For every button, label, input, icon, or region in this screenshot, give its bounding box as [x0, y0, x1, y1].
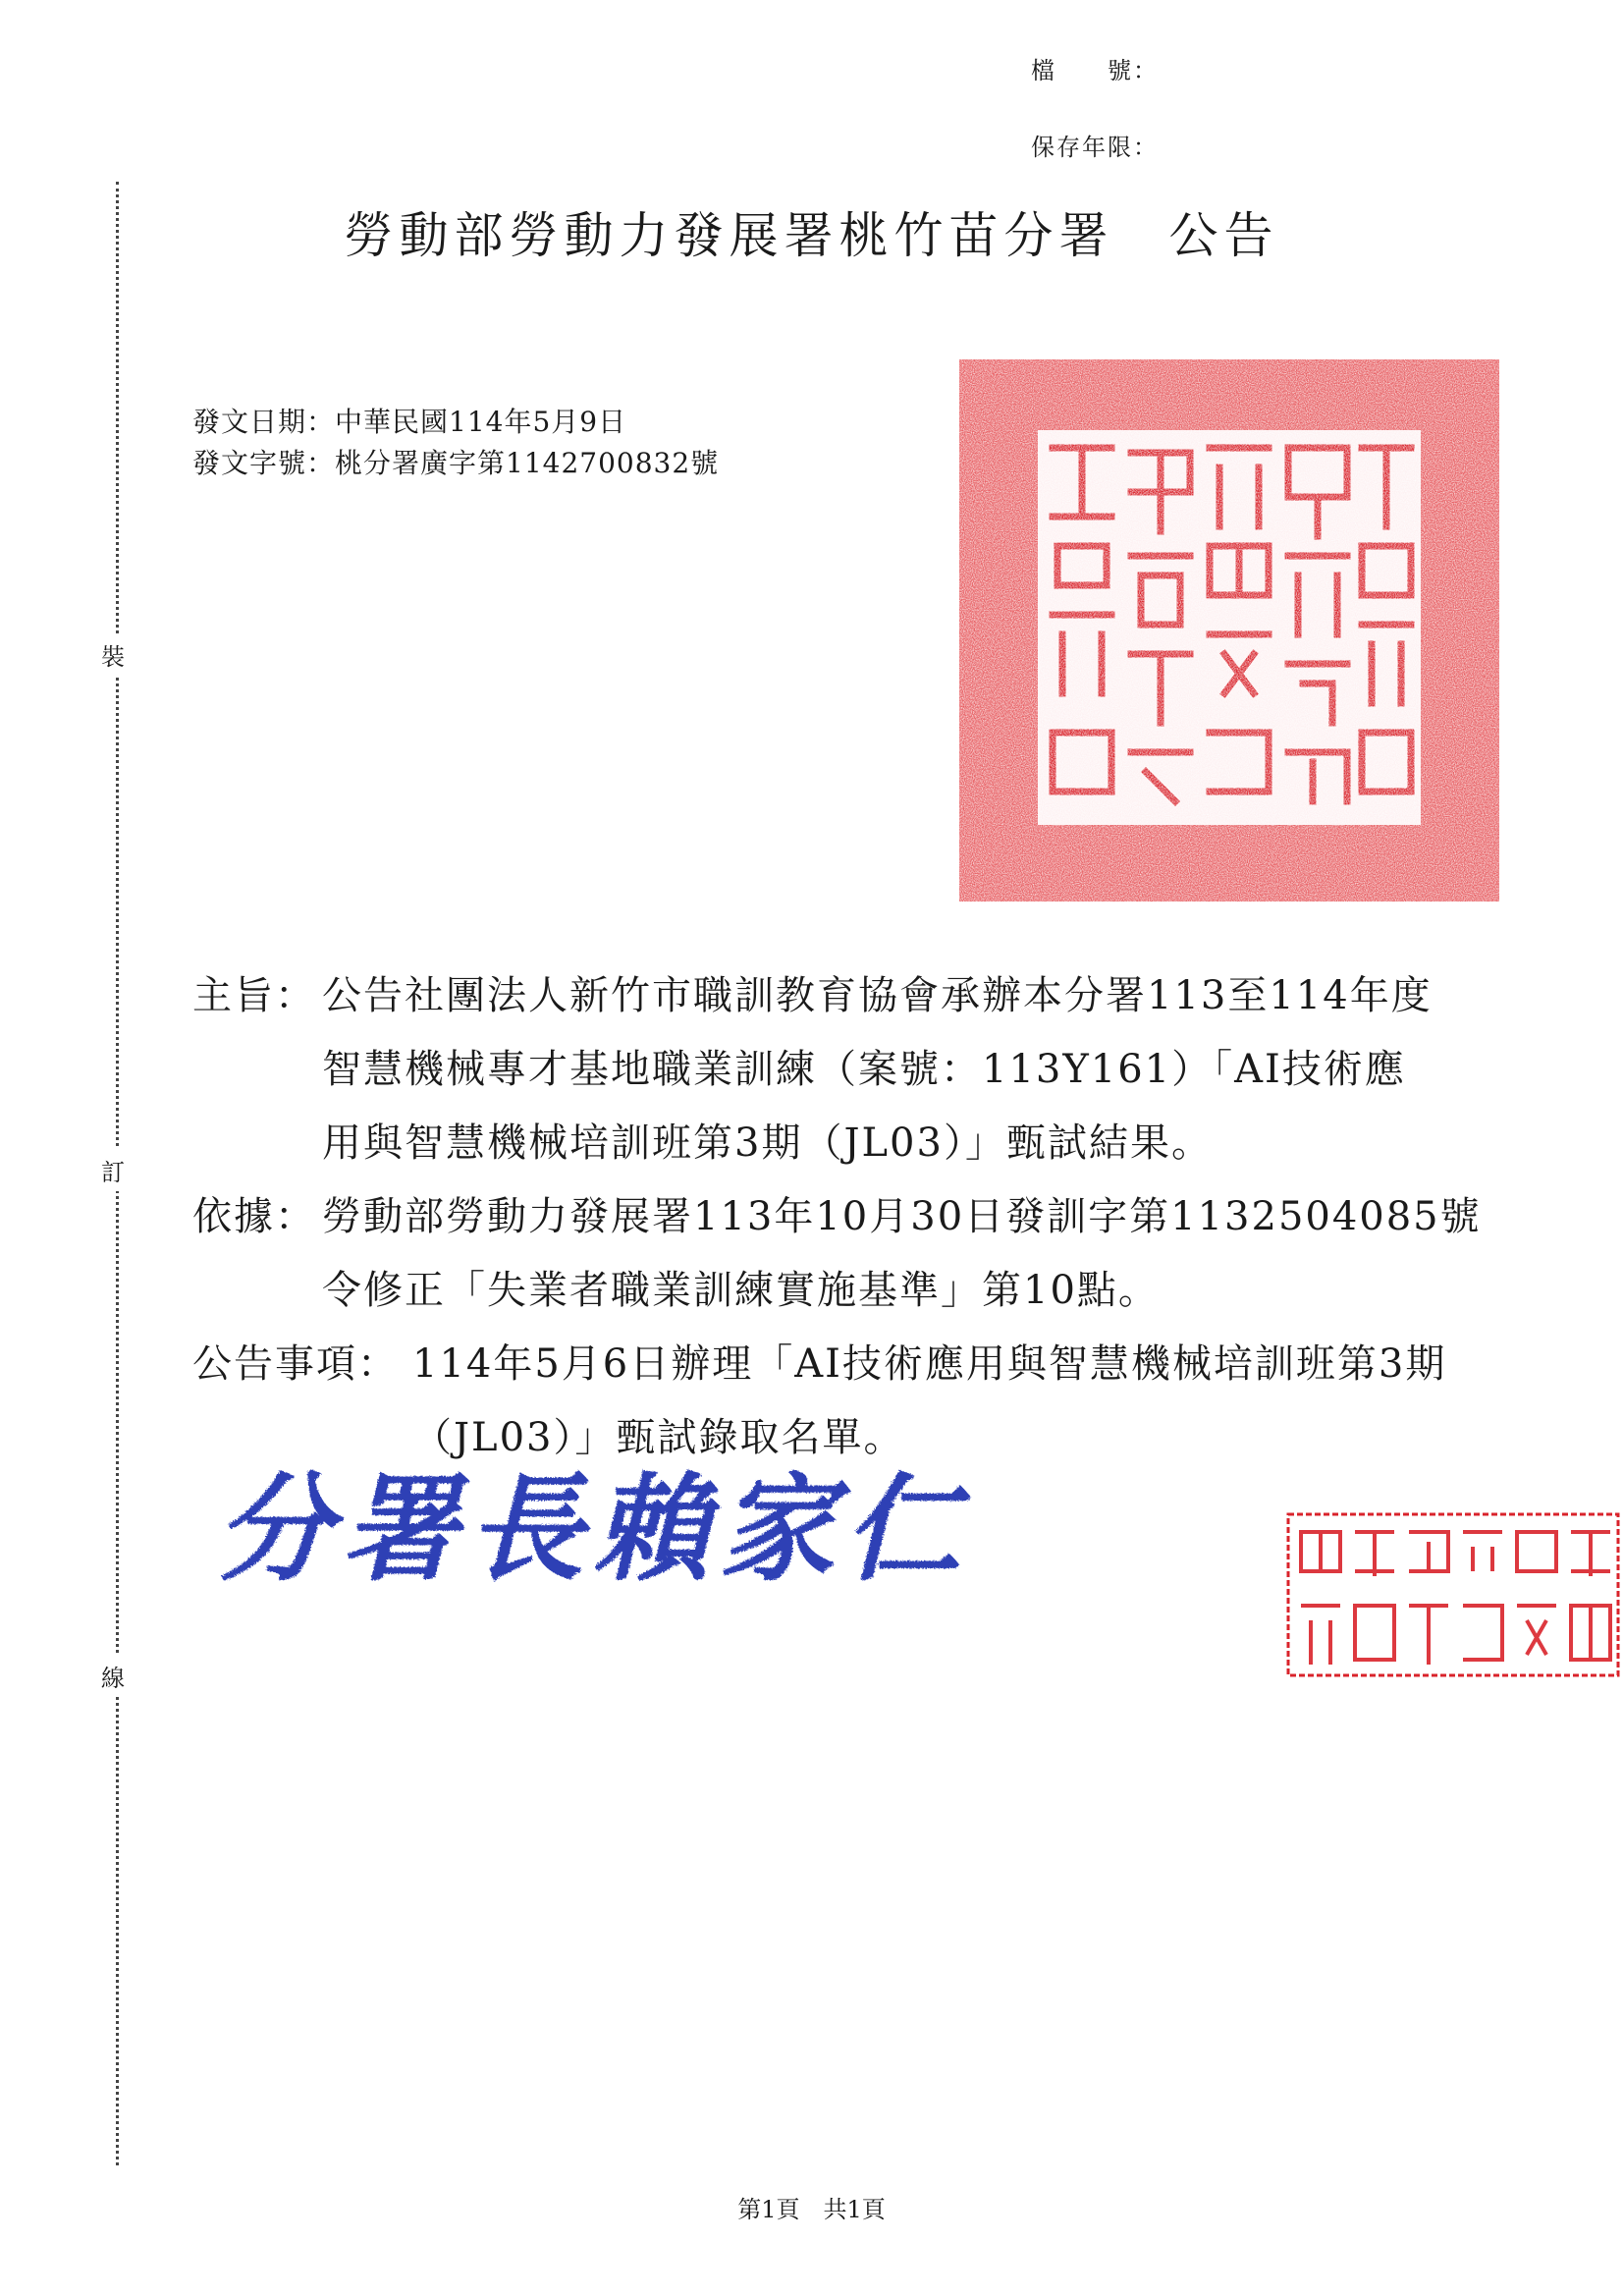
subject-line-3: 用與智慧機械培訓班第3期（JL03）」甄試結果。: [322, 1121, 1213, 1166]
file-number-label: 檔 號：: [1031, 57, 1159, 84]
basis-label: 依據：: [192, 1194, 316, 1239]
subject-line-1: 公告社團法人新竹市職訓教育協會承辦本分署113至114年度: [322, 973, 1433, 1018]
issue-date: 發文日期：中華民國114年5月9日: [192, 406, 627, 438]
basis-line-2: 令修正「失業者職業訓練實施基準」第10點。: [322, 1268, 1160, 1313]
page-footer: 第1頁 共1頁: [737, 2196, 886, 2223]
subject-label: 主旨：: [192, 973, 316, 1018]
subject-line-2: 智慧機械專才基地職業訓練（案號：113Y161）「AI技術應: [322, 1047, 1406, 1092]
official-seal-large: [959, 359, 1499, 902]
notice-line-1: 114年5月6日辦理「AI技術應用與智慧機械培訓班第3期: [412, 1341, 1447, 1387]
notice-label: 公告事項：: [192, 1341, 399, 1387]
page-title: 勞動部勞動力發展署桃竹苗分署 公告: [344, 207, 1279, 264]
official-seal-small: [1286, 1512, 1620, 1677]
retention-period-label: 保存年限：: [1031, 134, 1159, 161]
binding-char-ding: 訂: [101, 1149, 125, 1191]
issue-number: 發文字號：桃分署廣字第1142700832號: [192, 447, 720, 479]
binding-char-zhuang: 裝: [101, 633, 125, 676]
basis-line-1: 勞動部勞動力發展署113年10月30日發訓字第1132504085號: [322, 1194, 1482, 1239]
director-signature: [216, 1444, 982, 1601]
binding-char-xian: 線: [101, 1655, 125, 1697]
signature-text: 分署長賴家仁: [216, 1461, 971, 1597]
notice-line-2: （JL03）」甄試錄取名單。: [412, 1415, 905, 1460]
